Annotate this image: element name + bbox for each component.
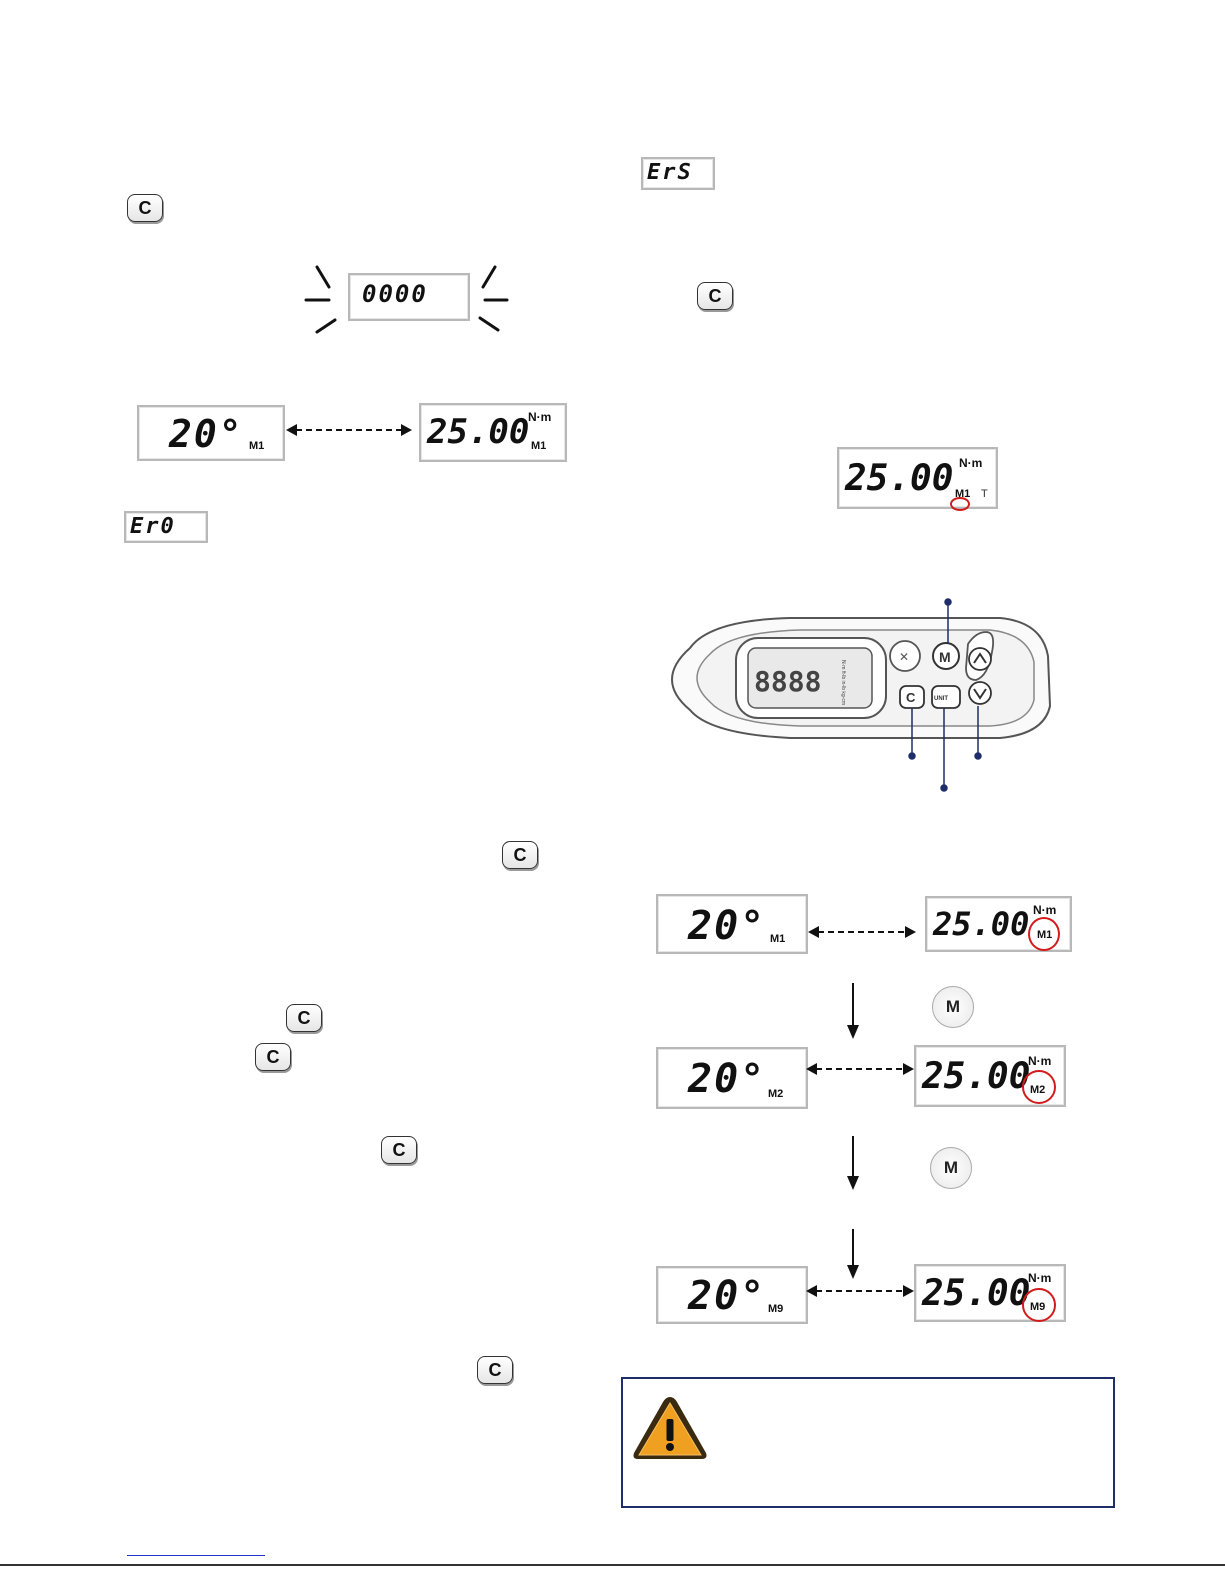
c-button-icon: C xyxy=(127,194,163,222)
m-button-icon: M xyxy=(932,986,974,1028)
down-arrow-icon xyxy=(843,1136,863,1190)
device-body-icon xyxy=(650,596,1060,792)
lcd-error-code: ErS xyxy=(647,160,693,185)
device-unit-list: N·m ft-lb in-lb kg-cm xyxy=(840,660,846,706)
lcd-torque-value: 25.00 xyxy=(922,1273,1031,1314)
lcd-angle-m1 xyxy=(656,894,808,954)
lcd-angle-value: 20° xyxy=(688,1273,767,1319)
lcd-angle-m9 xyxy=(656,1266,808,1324)
double-arrow-icon xyxy=(806,1059,914,1079)
c-button-icon: C xyxy=(697,282,733,310)
device-m-button: M xyxy=(939,649,951,665)
lcd-memory-label: M2 xyxy=(768,1088,784,1100)
device-display-digits: 8888 xyxy=(754,665,822,698)
warning-icon xyxy=(630,1393,710,1463)
double-arrow-icon xyxy=(808,922,916,942)
lcd-unit-label: N·m xyxy=(959,456,983,470)
lcd-unit-label: N·m xyxy=(528,410,552,424)
lcd-zeroing-display xyxy=(348,273,470,321)
lcd-unit-label: N·m xyxy=(1033,903,1057,917)
lcd-memory-label: M2 xyxy=(1030,1084,1046,1096)
lcd-error-er0 xyxy=(124,511,208,543)
lcd-angle-m1 xyxy=(137,405,285,461)
lcd-torque-track xyxy=(837,447,998,509)
highlight-ring xyxy=(1022,1288,1056,1322)
lcd-angle-value: 20° xyxy=(688,903,767,949)
lcd-memory-label: M1 xyxy=(249,440,265,452)
double-arrow-icon xyxy=(286,420,412,440)
lcd-zeros: 0000 xyxy=(362,280,428,308)
lcd-mode-label: T xyxy=(981,488,988,500)
svg-text:✕: ✕ xyxy=(899,650,910,664)
highlight-ring xyxy=(950,497,970,511)
lcd-torque-value: 25.00 xyxy=(427,412,530,452)
double-arrow-icon xyxy=(806,1281,914,1301)
lcd-memory-label: M9 xyxy=(1030,1301,1046,1313)
c-button-icon: C xyxy=(255,1043,291,1071)
warning-box xyxy=(621,1377,1115,1508)
down-arrow-icon xyxy=(843,983,863,1039)
footer-link-underline[interactable] xyxy=(127,1555,265,1556)
c-button-icon: C xyxy=(286,1004,322,1032)
lcd-error-code: Er0 xyxy=(130,514,176,539)
lcd-unit-label: N·m xyxy=(1028,1054,1052,1068)
c-button-icon: C xyxy=(381,1136,417,1164)
footer-rule xyxy=(0,1564,1225,1566)
lcd-error-ers xyxy=(641,157,715,190)
lcd-memory-label: M1 xyxy=(1037,929,1053,941)
lcd-memory-label: M1 xyxy=(531,440,547,452)
device-unit-button: UNIT xyxy=(934,696,948,702)
device-c-button: C xyxy=(906,690,916,705)
lcd-memory-label: M1 xyxy=(955,488,971,500)
lcd-torque-value: 25.00 xyxy=(933,905,1030,943)
lcd-memory-label: M9 xyxy=(768,1303,784,1315)
lcd-angle-m2 xyxy=(656,1047,808,1109)
lcd-angle-value: 20° xyxy=(169,412,244,456)
lcd-memory-label: M1 xyxy=(770,933,786,945)
down-arrow-icon xyxy=(843,1229,863,1279)
lcd-angle-value: 20° xyxy=(688,1056,767,1102)
highlight-ring xyxy=(1028,917,1060,951)
c-button-icon: C xyxy=(477,1356,513,1384)
lcd-torque-value: 25.00 xyxy=(922,1056,1031,1097)
lcd-torque-m1 xyxy=(419,403,567,462)
lcd-unit-label: N·m xyxy=(1028,1271,1052,1285)
lcd-torque-value: 25.00 xyxy=(845,458,954,499)
c-button-icon: C xyxy=(502,841,538,869)
m-button-icon: M xyxy=(930,1147,972,1189)
highlight-ring xyxy=(1022,1070,1056,1104)
